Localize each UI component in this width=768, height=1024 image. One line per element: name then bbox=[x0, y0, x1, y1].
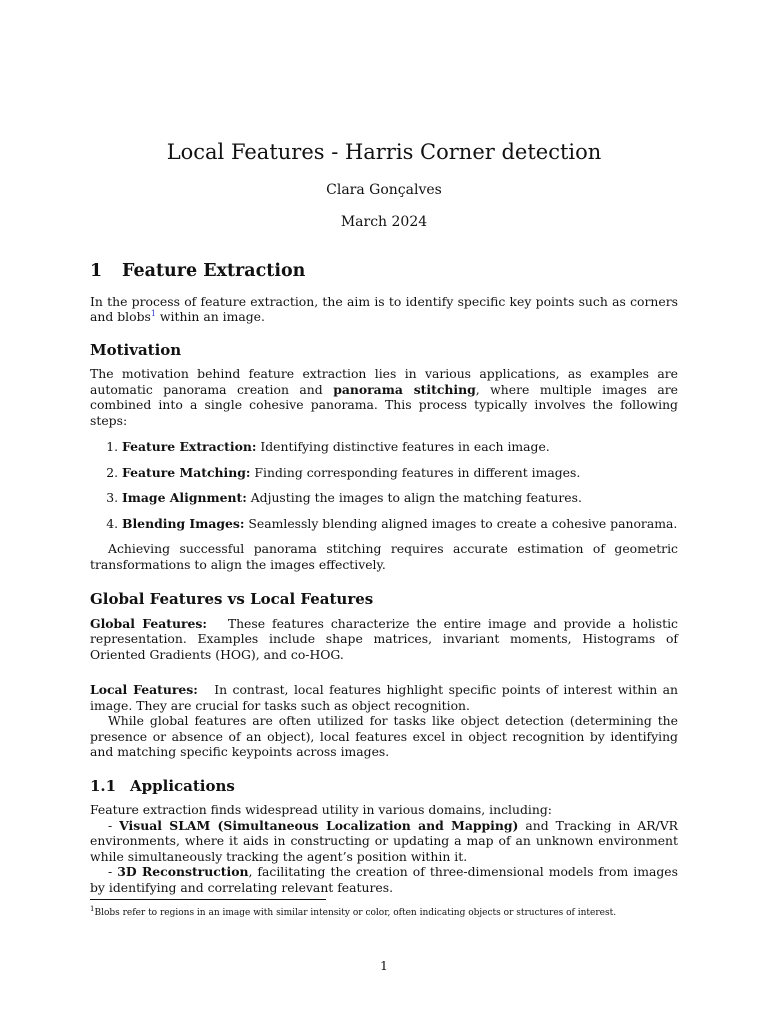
panorama-paragraph: Achieving successful panorama stitching requires accurate estimation of geometric transformations to align the images effectively. bbox=[90, 541, 678, 572]
subsection-heading-motivation: Motivation bbox=[90, 340, 182, 359]
comparison-paragraph: While global features are often utilized for tasks like object detection (determining the presence or absence of an object), local features excel in object recognition by identifying and matching specific keypoints across images. bbox=[90, 713, 678, 759]
list-item: 3. Image Alignment: Adjusting the images to align the matching features. bbox=[122, 490, 678, 506]
intro-paragraph: In the process of feature extraction, the aim is to identify specific key points such as corners and blobs$^1$ within an image. bbox=[90, 293, 678, 324]
applications-intro: Feature extraction finds widespread utility in various domains, including: bbox=[90, 802, 552, 817]
list-item: 4. Blending Images: Seamlessly blending aligned images to create a cohesive panorama. bbox=[122, 516, 678, 532]
list-item: 1. Feature Extraction: Identifying distinctive features in each image. bbox=[122, 439, 678, 455]
steps-list bbox=[90, 439, 678, 531]
paper-body bbox=[90, 261, 678, 895]
local-features-paragraph: Local Features: In contrast, local features highlight specific points of interest within an image. They are crucial for tasks such as object recognition. bbox=[90, 682, 678, 713]
page-number: 1 bbox=[380, 958, 388, 973]
footnote-divider bbox=[90, 899, 326, 900]
subsection-heading-applications: 1.1 Applications bbox=[90, 776, 235, 795]
global-features-paragraph: Global Features: These features characterize the entire image and provide a holistic representation. Examples include shape matrices, invariant moments, Histograms of Oriented Gradients (HOG), and co-HOG. bbox=[90, 615, 678, 662]
subsection-heading-global-vs-local: Global Features vs Local Features bbox=[90, 590, 374, 608]
motivation-paragraph: The motivation behind feature extraction lies in various applications, as examples are automatic panorama creation and panorama stitching, where multiple images are combined into a single cohesive panorama. This process typically involves the following steps: bbox=[90, 366, 678, 428]
paper-author: Clara Gonçalves bbox=[326, 182, 442, 198]
list-item: 2. Feature Matching: Finding corresponding features in different images. bbox=[122, 465, 678, 481]
application-item-slam: - Visual SLAM (Simultaneous Localization and Mapping) and Tracking in AR/VR environments, where it aids in constructing or updating a map of an unknown environment while simultaneously tracking the agent’s position within it. bbox=[90, 817, 678, 864]
footnote-ref[interactable]: 1 bbox=[150, 308, 156, 318]
paper-date: March 2024 bbox=[340, 214, 428, 230]
footnote: $^1$Blobs refer to regions in an image with similar intensity or color, often indicating objects or structures of interest. bbox=[90, 905, 617, 918]
section-heading-feature-extraction: 1 Feature Extraction bbox=[90, 261, 306, 281]
paper-title: Local Features - Harris Corner detection bbox=[166, 140, 602, 164]
application-item-3d: - 3D Reconstruction, facilitating the creation of three-dimensional models from images by identifying and correlating relevant features. bbox=[90, 864, 678, 895]
